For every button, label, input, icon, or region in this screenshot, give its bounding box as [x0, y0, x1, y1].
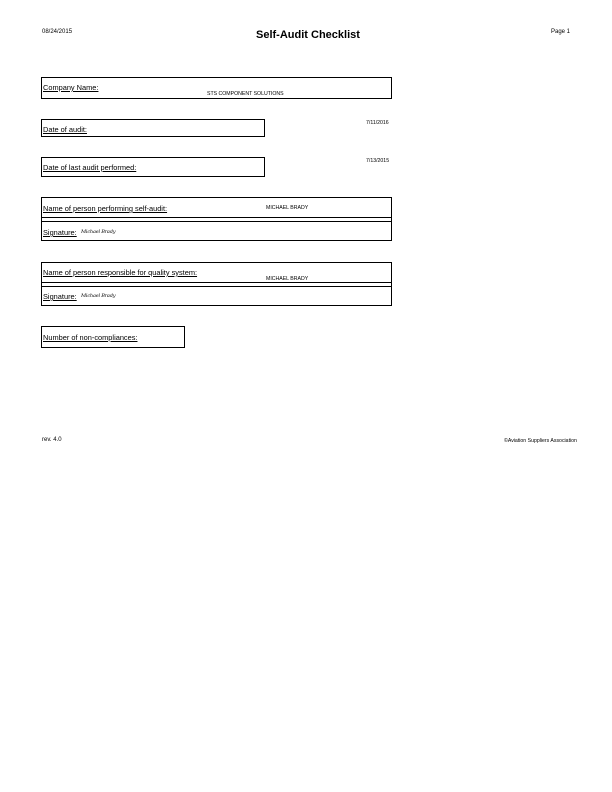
noncompliance-label: Number of non-compliances: — [43, 333, 138, 342]
performer-signature-label: Signature: — [43, 228, 77, 237]
header-date: 08/24/2015 — [42, 29, 73, 35]
footer-revision: rev. 4.0 — [42, 437, 62, 443]
company-name-label: Company Name: — [43, 83, 99, 92]
performer-separator-2 — [41, 221, 392, 222]
company-name-value: STS COMPONENT SOLUTIONS — [207, 91, 284, 97]
quality-signature: Michael Brady — [81, 293, 116, 299]
performer-value: MICHAEL BRADY — [266, 205, 309, 211]
page-number: Page 1 — [551, 29, 571, 35]
quality-separator-1 — [41, 282, 392, 283]
last-audit-label: Date of last audit performed: — [43, 163, 137, 172]
quality-label: Name of person responsible for quality system: — [43, 268, 198, 277]
quality-value: MICHAEL BRADY — [266, 276, 309, 282]
performer-signature: Michael Brady — [81, 229, 116, 235]
quality-signature-label: Signature: — [43, 292, 77, 301]
footer-copyright: ©Aviation Suppliers Association — [504, 438, 577, 444]
last-audit-value: 7/13/2015 — [366, 158, 390, 164]
quality-separator-2 — [41, 286, 392, 287]
performer-label: Name of person performing self-audit: — [43, 204, 168, 213]
audit-date-value: 7/11/2016 — [366, 120, 389, 126]
performer-separator-1 — [41, 217, 392, 218]
page-title: Self-Audit Checklist — [256, 29, 360, 41]
audit-date-label: Date of audit: — [43, 125, 87, 134]
